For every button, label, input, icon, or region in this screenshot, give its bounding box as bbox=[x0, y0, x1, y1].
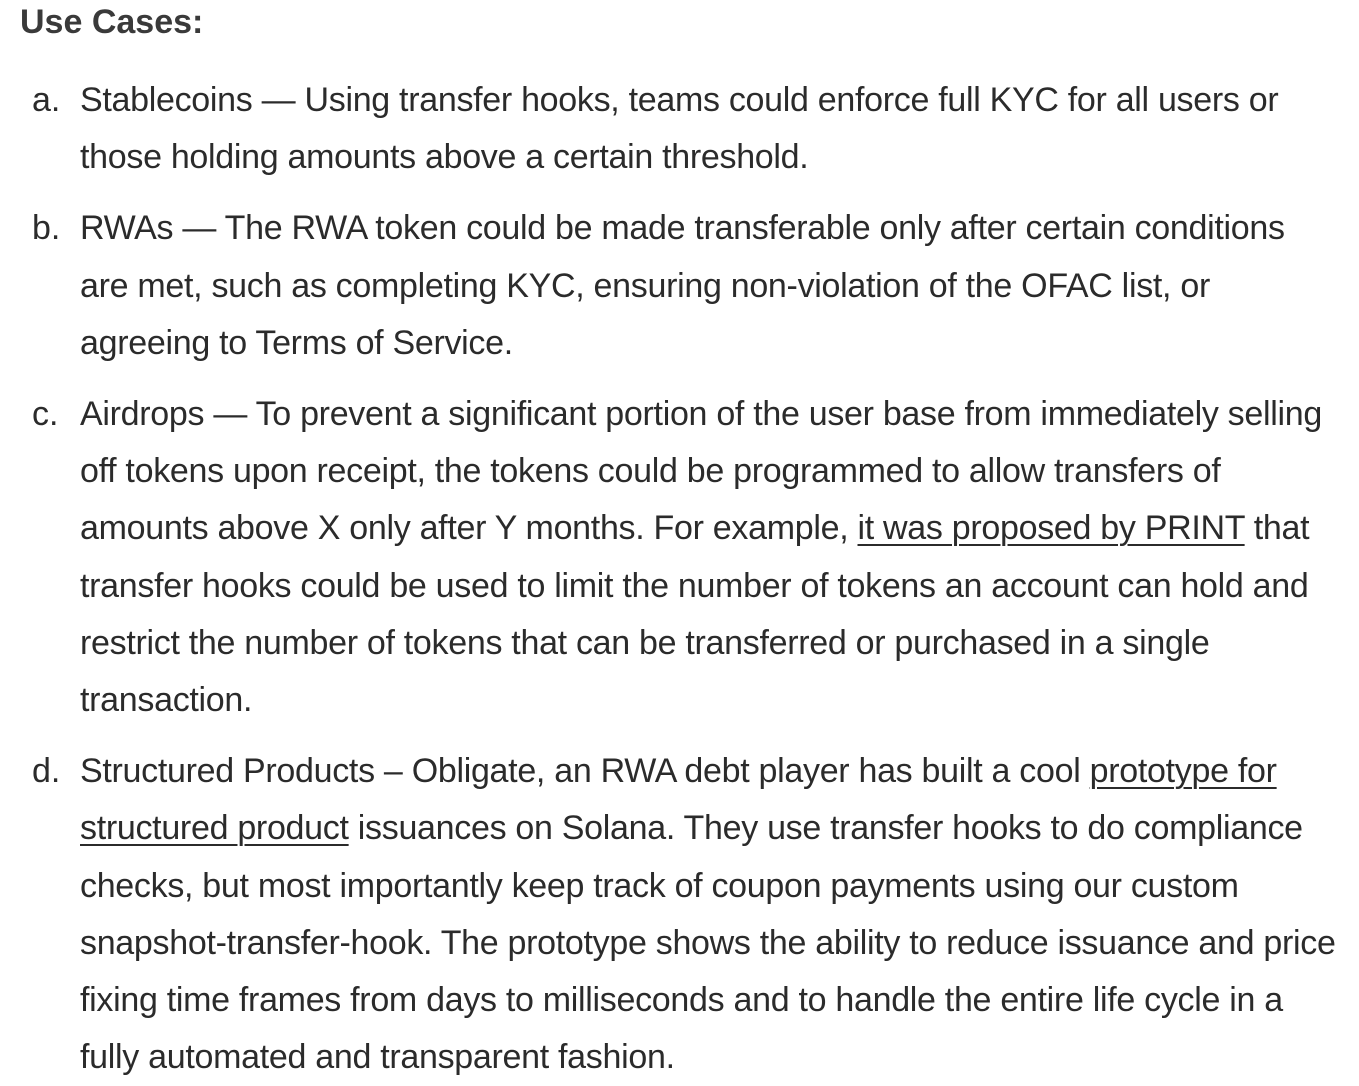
item-body: Using transfer hooks, teams could enforce full KYC for all users or those holding amounts above a certain threshold. bbox=[80, 81, 1279, 177]
list-marker: a. bbox=[32, 81, 61, 119]
list-item-airdrops bbox=[20, 386, 1339, 729]
item-title: Structured Products bbox=[80, 752, 375, 791]
list-item-structured-products bbox=[20, 743, 1339, 1086]
use-cases-list bbox=[20, 72, 1339, 1086]
list-item-stablecoins bbox=[20, 72, 1339, 186]
item-dash: — bbox=[204, 395, 256, 434]
list-marker: b. bbox=[32, 209, 61, 248]
item-dash: – bbox=[374, 752, 412, 791]
item-body-before-link: Obligate, an RWA debt player has built a cool bbox=[411, 752, 1090, 791]
structured-product-prototype-link[interactable]: prototype for structured product bbox=[80, 752, 1277, 848]
item-body-after-link: issuances on Solana. They use transfer hooks to do compliance checks, but most importantly keep track of coupon payments using our custom snapshot-transfer-hook. The prototype shows the ability to reduce issuance and price fixing time frames from days to milliseconds and to handle the entire life cycle in a fully automated and transparent fashion. bbox=[80, 809, 1336, 1077]
list-marker: d. bbox=[32, 752, 61, 791]
print-proposal-link[interactable]: it was proposed by PRINT bbox=[857, 509, 1245, 548]
section-heading: Use Cases: bbox=[20, 3, 204, 41]
item-dash: — bbox=[252, 81, 305, 119]
list-item-rwas bbox=[20, 200, 1339, 372]
item-title: Stablecoins bbox=[80, 81, 253, 119]
item-body-before-link: To prevent a significant portion of the user base from immediately selling off tokens upon receipt, the tokens could be programmed to allow transfers of amounts above X only after Y months. For example, bbox=[80, 395, 1322, 548]
item-body: The RWA token could be made transferable only after certain conditions are met, such as completing KYC, ensuring non-violation of the OFAC list, or agreeing to Terms of Service. bbox=[80, 209, 1285, 362]
list-item-text bbox=[80, 743, 1339, 1086]
item-dash: — bbox=[173, 209, 225, 248]
list-item-text bbox=[80, 72, 1339, 186]
list-item-text bbox=[80, 386, 1339, 729]
item-body-after-link: that transfer hooks could be used to limit the number of tokens an account can hold and restrict the number of tokens that can be transferred or purchased in a single transaction. bbox=[80, 509, 1310, 720]
item-title: RWAs bbox=[80, 209, 174, 248]
list-item-text bbox=[80, 200, 1339, 372]
list-marker: c. bbox=[32, 395, 59, 434]
item-title: Airdrops bbox=[80, 395, 205, 434]
